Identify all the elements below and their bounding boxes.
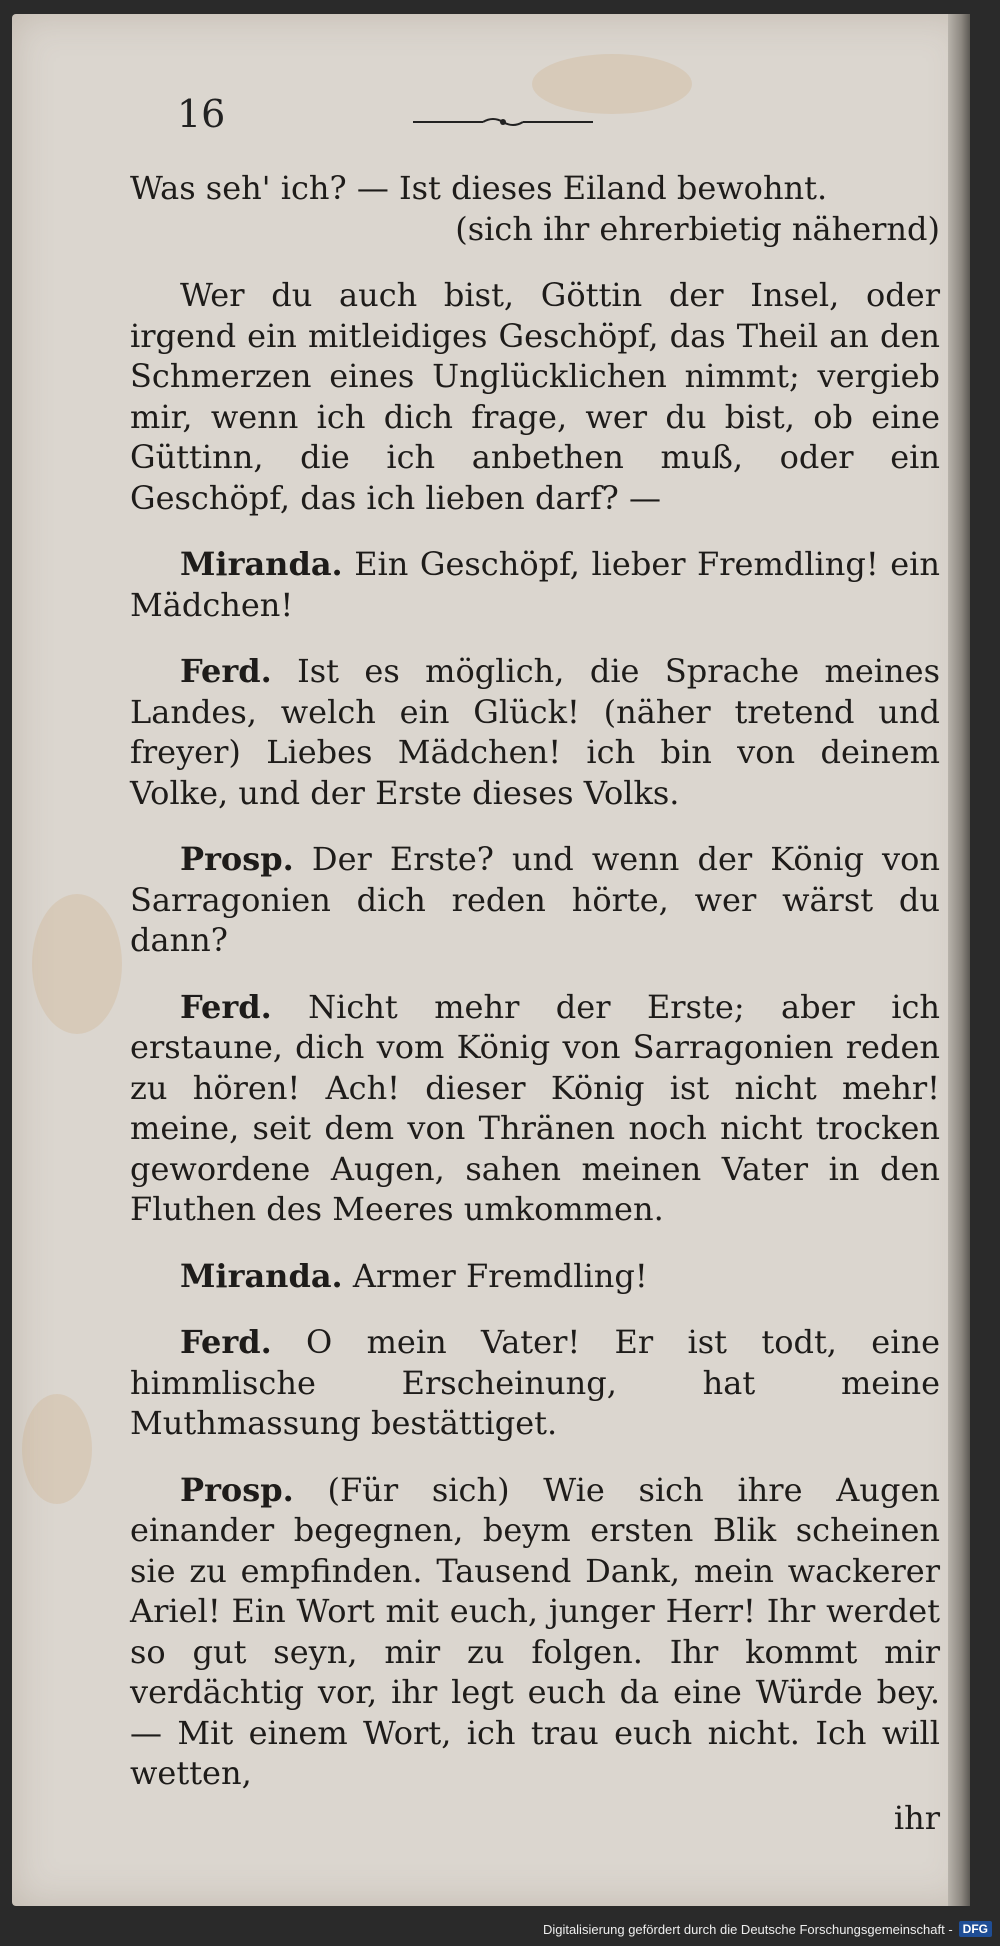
speaker-name: Ferd.	[180, 1323, 272, 1361]
text-line: Was seh' ich? — Ist dieses Eiland bewohnt.	[130, 169, 828, 207]
speaker-name: Prosp.	[180, 1470, 294, 1509]
paragraph	[130, 275, 940, 518]
speaker-name: Miranda.	[180, 545, 343, 583]
paragraph-text: Armer Fremdling!	[352, 1256, 648, 1295]
catchword: ihr	[893, 1798, 940, 1837]
paragraph-text: Ist es möglich, die Sprache meines Landes, welch ein Glück! (näher tretend und freyer) Liebes Mädchen! ich bin von deinem Volke, und der Erste dieses Volks.	[130, 652, 941, 812]
paragraph-text: Nicht mehr der Erste; aber ich erstaune, dich vom König von Sarragonien reden zu hören! Ach! dieser König ist nicht mehr! meine, seit dem von Thränen noch nicht trocken gewordene Augen, sahen meinen Vater in den Fluthen des Meeres umkommen.	[130, 987, 941, 1228]
dfg-logo: DFG	[959, 1921, 992, 1937]
paragraph	[130, 651, 940, 813]
paragraph	[130, 544, 940, 625]
page-header	[165, 92, 925, 142]
page-number: 16	[177, 92, 226, 136]
speaker-name: Miranda.	[180, 1256, 343, 1295]
paragraph-text: Wer du auch bist, Göttin der Insel, oder irgend ein mitleidiges Geschöpf, das Theil an den Schmerzen eines Unglücklichen nimmt; vergieb mir, wenn ich dich frage, wer du bist, ob eine Güttinn, die ich anbethen muß, oder ein Geschöpf, das ich lieben darf? —	[130, 276, 940, 517]
paper-stain	[22, 1394, 92, 1504]
speaker-name: Prosp.	[180, 840, 294, 878]
paragraph-text: (Für sich) Wie sich ihre Augen einander begegnen, beym ersten Blik scheinen sie zu empfinden. Tausend Dank, mein wackerer Ariel! Ein Wort mit euch, junger Herr! Ihr werdet so gut seyn, mir zu folgen. Ihr kommt mir verdächtig vor, ihr legt euch da eine Würde bey. — Mit einem Wort, ich trau euch nicht. Ich will wetten,	[130, 1470, 941, 1792]
stage-direction: (sich ihr ehrerbietig nähernd)	[455, 209, 940, 248]
digitization-footer	[543, 1916, 992, 1942]
page-text	[130, 168, 940, 1838]
paragraph	[130, 987, 940, 1230]
footer-credit: Digitalisierung gefördert durch die Deutsche Forschungsgemeinschaft -	[542, 1921, 953, 1937]
paragraph-text: O mein Vater! Er ist todt, eine himmlische Erscheinung, hat meine Muthmassung bestättiget.	[130, 1323, 941, 1442]
book-spine	[948, 14, 970, 1906]
ornament-icon	[413, 114, 593, 130]
paragraph-text: Ein Geschöpf, lieber Fremdling! ein Mädchen!	[130, 545, 941, 624]
paper-stain	[32, 894, 122, 1034]
speaker-name: Ferd.	[180, 987, 272, 1026]
paragraph	[130, 1322, 940, 1444]
speaker-name: Ferd.	[180, 652, 272, 690]
paragraph	[130, 1256, 940, 1297]
paragraph	[130, 839, 940, 961]
paragraph-text: Der Erste? und wenn der König von Sarragonien dich reden hörte, wer wärst du dann?	[130, 840, 941, 959]
paragraph	[130, 1470, 940, 1794]
